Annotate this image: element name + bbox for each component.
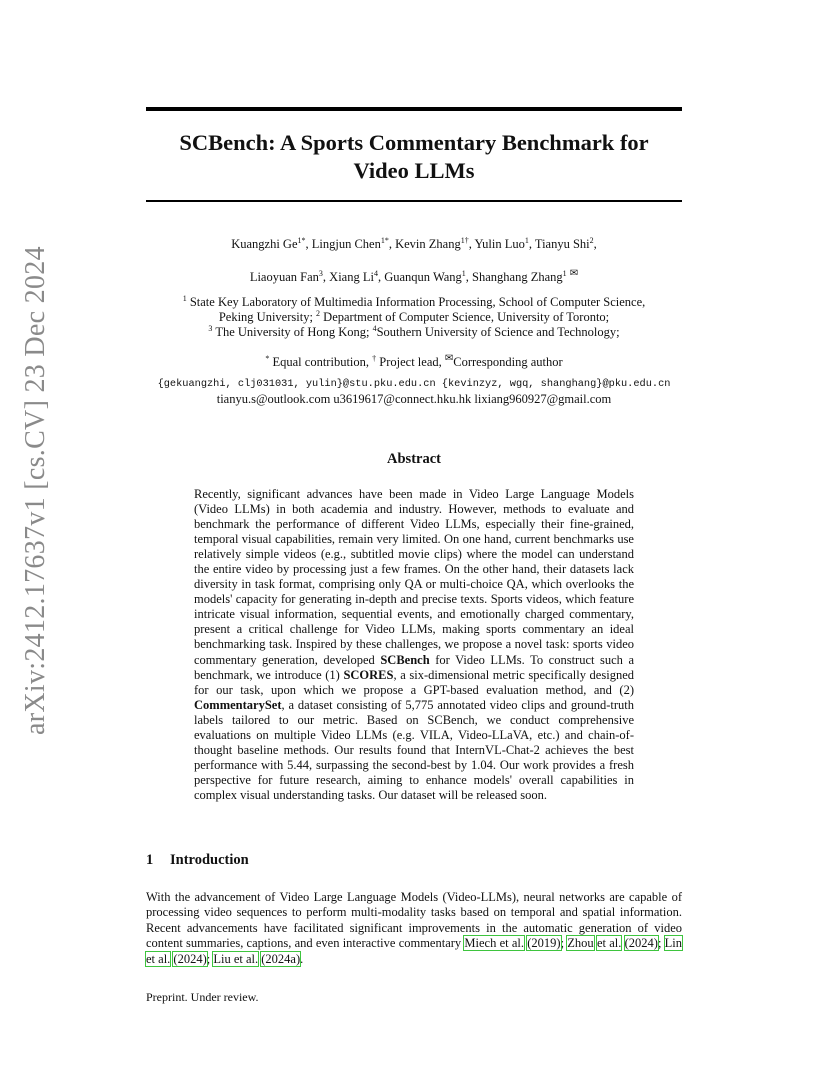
abstract-text: , a six-dimensional metric specifically designed for our task, upon which we propose a GPT-based evaluation method, and (2) <box>194 667 634 697</box>
section-heading <box>146 852 249 869</box>
email-line-2[interactable]: tianyu.s@outlook.com u3619617@connect.hku.hk lixiang960927@gmail.com <box>216 392 612 406</box>
citation-link[interactable]: Miech et al. <box>464 936 524 951</box>
author-mark: 4 <box>373 268 378 278</box>
affiliation-line-3 <box>146 325 682 340</box>
author-name: Xiang Li <box>329 270 374 284</box>
author-name: Kuangzhi Ge <box>231 237 298 251</box>
title-bottom-rule <box>146 200 682 202</box>
citation-link[interactable]: Liu et al. <box>213 951 259 966</box>
abstract-bold: CommentarySet <box>194 697 282 712</box>
affiliation-1: State Key Laboratory of Multimedia Information Processing, School of Computer Science, <box>189 295 646 309</box>
affiliation-line-1 <box>146 295 682 310</box>
envelope-icon: ✉ <box>569 267 579 279</box>
citation-link[interactable]: (2019) <box>527 936 561 951</box>
affiliation-1-cont: Peking University; <box>218 310 313 324</box>
abstract-bold: SCORES <box>343 667 394 682</box>
author-line-2: Liaoyuan Fan$^3$, Xiang Li$^4$, Guanqun Wang$^1$, Shanghang Zhang$^1$ ✉ <box>249 267 579 284</box>
abstract-heading: Abstract <box>387 451 441 467</box>
section-title: Introduction <box>170 852 249 868</box>
corresponding-author-note: Corresponding author <box>453 355 563 369</box>
author-name: Yulin Luo <box>474 237 525 251</box>
separator: ; <box>560 936 568 951</box>
author-name: Guanqun Wang <box>384 270 462 284</box>
author-mark: 1† <box>460 235 469 245</box>
title-top-rule <box>146 107 682 111</box>
author-name: Shanghang Zhang <box>472 270 563 284</box>
abstract-text: for Video LLMs. To construct such a benchmark, we introduce (1) <box>194 652 635 682</box>
author-mark: 1 <box>562 268 567 278</box>
citation-link[interactable]: (2024a) <box>261 951 301 966</box>
author-mark: 1* <box>297 235 306 245</box>
arxiv-stamp: arXiv:2412.17637v1 [cs.CV] 23 Dec 2024 <box>20 246 51 735</box>
author-notes <box>146 354 682 370</box>
separator: ; <box>206 951 214 966</box>
footer-note: Preprint. Under review. <box>146 990 259 1004</box>
equal-mark: * <box>265 353 270 363</box>
envelope-icon: ✉ <box>444 352 454 364</box>
introduction-paragraph <box>146 890 682 967</box>
author-mark: 3 <box>318 268 323 278</box>
project-lead-note: Project lead, <box>379 355 442 369</box>
section-number: 1 <box>146 852 154 868</box>
author-mark: 1 <box>524 235 529 245</box>
citation-link[interactable]: et al. <box>596 936 622 951</box>
author-name: Liaoyuan Fan <box>249 270 319 284</box>
paper-title <box>146 129 682 185</box>
equal-contribution-note: Equal contribution, <box>272 355 370 369</box>
author-mark: 1* <box>380 235 389 245</box>
author-name: Lingjun Chen <box>311 237 381 251</box>
citation-link[interactable]: Lin et al. <box>146 936 683 966</box>
lead-mark: † <box>372 353 377 363</box>
affiliation-4: Southern University of Science and Technology; <box>376 325 620 339</box>
separator: ; <box>657 936 665 951</box>
citation-link[interactable]: (2024) <box>624 936 658 951</box>
abstract-text: Recently, significant advances have been made in Video Large Language Models (Video LLMs) in both academia and industry. However, methods to evaluate and benchmark the performance of different Video LLMs, especially their fine-grained, temporal visual capabilities, remain very limited. On one hand, current benchmarks use relatively simple videos (e.g., subtitled movie clips) where the model can understand the entire video by processing just a few frames. On the other hand, their datasets lack diversity in task format, comprising only QA or multi-choice QA, which overlooks the models' capacity for generating in-depth and precise texts. Sports videos, which feature intricate visual information, sequential events, and emotionally charged commentary, present a critical challenge for Video LLMs, making sports commentary an ideal benchmarking task. Inspired by these challenges, we propose a novel task: sports video commentary generation, developed <box>194 487 634 667</box>
separator: . <box>300 951 304 966</box>
title-line-1: SCBench: A Sports Commentary Benchmark for <box>179 130 649 155</box>
intro-text: With the advancement of Video Large Language Models (Video-LLMs), neural networks are capable of processing video sequences to perform multi-modality tasks based on temporal and spatial information. Recent advancements have facilitated significant improvements in the automatic generation of video content summaries, captions, and even interactive commentary <box>146 890 682 951</box>
affiliation-line-2 <box>146 310 682 325</box>
abstract-bold: SCBench <box>380 652 430 667</box>
author-mark: 2 <box>589 235 594 245</box>
author-mark: 1 <box>461 268 466 278</box>
title-line-2: Video LLMs <box>353 158 475 183</box>
affiliation-mark: 1 <box>182 293 187 303</box>
author-name: Kevin Zhang <box>395 237 461 251</box>
abstract-text: , a dataset consisting of 5,775 annotated video clips and ground-truth labels tailored to our metric. Based on SCBench, we conduct comprehensive evaluations on multiple Video LLMs (e.g. VILA, Video-LLaVA, etc.) and chain-of-thought baseline methods. Our results found that InternVL-Chat-2 achieves the best performance with 5.44, surpassing the second-best by 1.04. Our work provides a fresh perspective for future research, aiming to enhance models' overall capabilities in complex visual understanding tasks. Our dataset will be released soon. <box>194 697 634 802</box>
affiliation-2: Department of Computer Science, University of Toronto; <box>323 310 610 324</box>
abstract-body <box>194 487 634 803</box>
email-line-1[interactable]: {gekuangzhi, clj031031, yulin}@stu.pku.edu.cn {kevinzyz, wgq, shanghang}@pku.edu.cn <box>157 378 671 390</box>
affiliation-3: The University of Hong Kong; <box>215 325 370 339</box>
citation-link[interactable]: (2024) <box>173 951 207 966</box>
affiliation-mark: 4 <box>372 323 377 333</box>
citation-link[interactable]: Zhou <box>567 936 594 951</box>
affiliation-mark: 2 <box>316 308 321 318</box>
author-name: Tianyu Shi <box>534 237 590 251</box>
author-line-1: Kuangzhi $Ge^{1*}$, Lingjun Chen$^{1*}$, Kevin Zhang$^{1\dagger}$, Yulin Luo$^1$, Tianyu Shi$^2$, <box>231 235 597 251</box>
affiliation-mark: 3 <box>208 323 213 333</box>
